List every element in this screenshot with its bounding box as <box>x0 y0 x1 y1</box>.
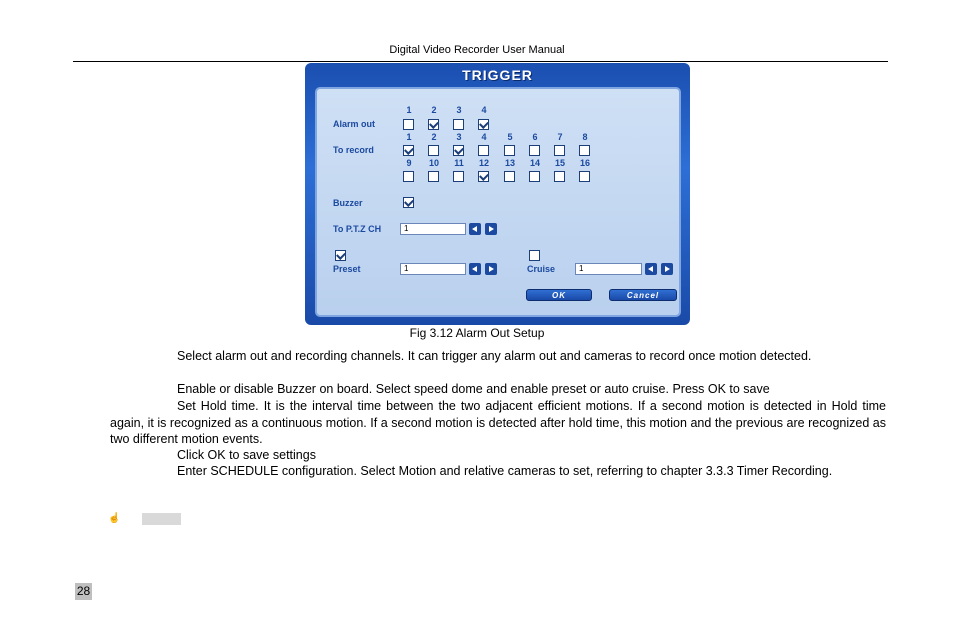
record-number: 1 <box>406 132 412 142</box>
cruise-label: Cruise <box>527 264 556 274</box>
record-number: 5 <box>507 132 513 142</box>
ptz-label: To P.T.Z CH <box>333 224 382 234</box>
note-highlight-box <box>142 513 181 525</box>
alarm-out-checkbox-4[interactable] <box>478 119 489 130</box>
paragraph-text: Click OK to save settings <box>177 448 316 462</box>
preset-field[interactable]: 1 <box>400 263 466 275</box>
preset-next-arrow-icon[interactable] <box>485 263 497 275</box>
record-checkbox-8[interactable] <box>579 145 590 156</box>
preset-prev-arrow-icon[interactable] <box>469 263 481 275</box>
cruise-field[interactable]: 1 <box>575 263 642 275</box>
ptz-next-arrow-icon[interactable] <box>485 223 497 235</box>
alarm-out-number: 2 <box>431 105 437 115</box>
page-number: 28 <box>76 584 91 598</box>
alarm-out-checkbox-3[interactable] <box>453 119 464 130</box>
record-number: 16 <box>579 158 590 168</box>
paragraph-text: Enable or disable Buzzer on board. Select speed dome and enable preset or auto cruise. Press OK to save <box>177 382 770 396</box>
page-header: Digital Video Recorder User Manual <box>389 44 565 56</box>
record-checkbox-3[interactable] <box>453 145 464 156</box>
record-number: 10 <box>428 158 439 168</box>
alarm-out-checkbox-2[interactable] <box>428 119 439 130</box>
record-checkbox-11[interactable] <box>453 171 464 182</box>
record-number: 6 <box>532 132 538 142</box>
paragraph-text: Select alarm out and recording channels. It can trigger any alarm out and cameras to record once motion detected. <box>177 349 812 363</box>
record-number: 9 <box>406 158 412 168</box>
cruise-prev-arrow-icon[interactable] <box>645 263 657 275</box>
buzzer-label: Buzzer <box>333 198 363 208</box>
buzzer-checkbox[interactable] <box>403 197 414 208</box>
alarm-out-checkbox-1[interactable] <box>403 119 414 130</box>
record-checkbox-6[interactable] <box>529 145 540 156</box>
trigger-dialog <box>305 63 690 325</box>
record-number: 4 <box>481 132 487 142</box>
alarm-out-label: Alarm out <box>333 119 376 129</box>
ptz-prev-arrow-icon[interactable] <box>469 223 481 235</box>
paragraph <box>110 381 886 398</box>
record-number: 7 <box>557 132 563 142</box>
to-record-label: To record <box>333 145 374 155</box>
record-number: 13 <box>504 158 515 168</box>
record-checkbox-4[interactable] <box>478 145 489 156</box>
preset-checkbox[interactable] <box>335 250 346 261</box>
alarm-out-number: 4 <box>481 105 487 115</box>
ok-button[interactable]: OK <box>526 289 592 301</box>
record-number: 2 <box>431 132 437 142</box>
record-number: 12 <box>478 158 489 168</box>
record-checkbox-12[interactable] <box>478 171 489 182</box>
record-checkbox-5[interactable] <box>504 145 515 156</box>
cruise-next-arrow-icon[interactable] <box>661 263 673 275</box>
dialog-panel <box>315 87 681 317</box>
record-checkbox-15[interactable] <box>554 171 565 182</box>
record-checkbox-7[interactable] <box>554 145 565 156</box>
record-number: 11 <box>454 158 464 168</box>
record-checkbox-16[interactable] <box>579 171 590 182</box>
record-number: 15 <box>554 158 565 168</box>
figure-caption: Fig 3.12 Alarm Out Setup <box>409 326 545 340</box>
paragraph <box>110 348 886 365</box>
paragraph-text: Set Hold time. It is the interval time between the two adjacent efficient motions. If a second motion is detected in Hold time again, it is recognized as a continuous motion. If a second motion is detected after hold time, this motion and the previous are recognized as two different motion events. <box>110 399 886 446</box>
pointing-hand-icon: ☝ <box>108 513 121 524</box>
record-checkbox-1[interactable] <box>403 145 414 156</box>
record-checkbox-14[interactable] <box>529 171 540 182</box>
header-rule <box>73 61 888 62</box>
record-checkbox-9[interactable] <box>403 171 414 182</box>
paragraph <box>110 447 886 464</box>
alarm-out-number: 3 <box>456 105 462 115</box>
record-checkbox-13[interactable] <box>504 171 515 182</box>
record-number: 14 <box>529 158 540 168</box>
paragraph <box>110 398 886 448</box>
record-number: 8 <box>582 132 588 142</box>
ptz-channel-field[interactable]: 1 <box>400 223 466 235</box>
paragraph-text: Enter SCHEDULE configuration. Select Motion and relative cameras to set, referring to chapter 3.3.3 Timer Recording. <box>177 464 833 478</box>
paragraph <box>110 463 886 480</box>
record-checkbox-10[interactable] <box>428 171 439 182</box>
dialog-title: TRIGGER <box>462 67 533 83</box>
cruise-checkbox[interactable] <box>529 250 540 261</box>
record-number: 3 <box>456 132 462 142</box>
cancel-button[interactable]: Cancel <box>609 289 677 301</box>
record-checkbox-2[interactable] <box>428 145 439 156</box>
alarm-out-number: 1 <box>406 105 412 115</box>
preset-label: Preset <box>333 264 361 274</box>
